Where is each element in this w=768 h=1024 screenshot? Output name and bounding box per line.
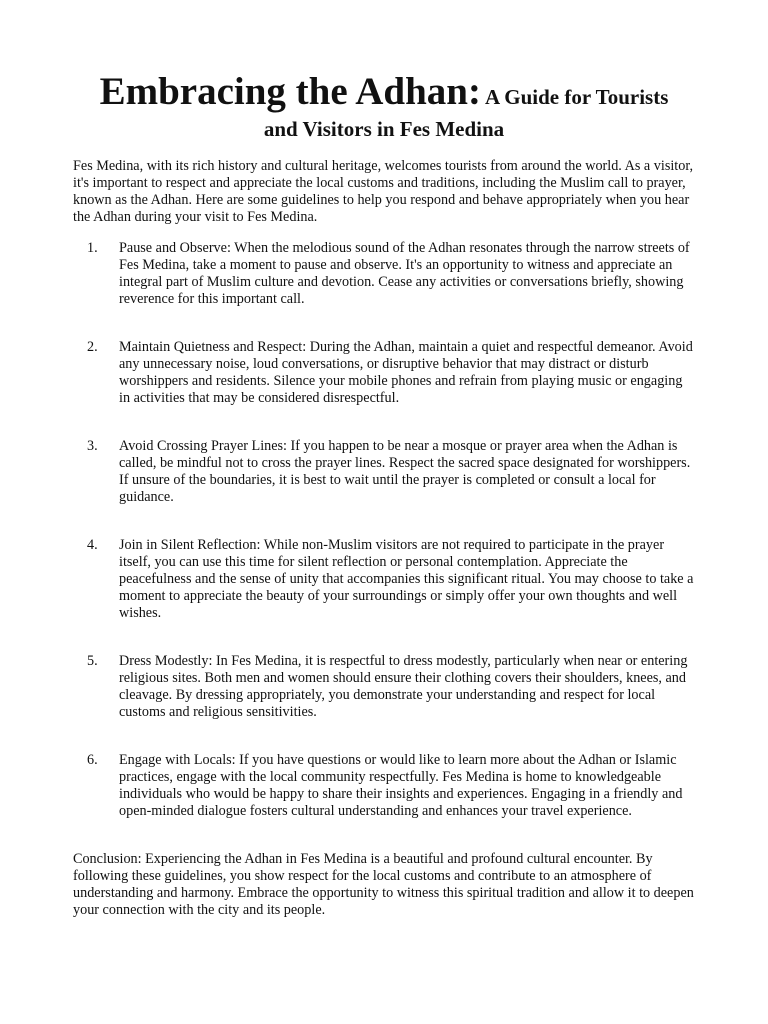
list-item: [73, 653, 695, 721]
intro-paragraph: Fes Medina, with its rich history and cultural heritage, welcomes tourists from around the world. As a visitor, it's important to respect and appreciate the local customs and traditions, including the Muslim call to prayer, known as the Adhan. Here are some guidelines to help you respond and behave appropriately when you hear the Adhan during your visit to Fes Medina.: [73, 158, 694, 225]
document-title: [73, 72, 695, 140]
list-item-text: Join in Silent Reflection: While non-Muslim visitors are not required to participate in the prayer itself, you can use this time for silent reflection or personal contemplation. Appreciate the peacefulness and the sense of unity that accompanies this significant ritual. You may choose to take a moment to appreciate the beauty of your surroundings or simply offer your own thoughts and well wishes.: [119, 537, 694, 622]
list-item-number: 2.: [87, 339, 98, 356]
list-item-text: Engage with Locals: If you have questions or would like to learn more about the Adhan or Islamic practices, engage with the local community respectfully. Fes Medina is home to knowledgeable individuals who would be happy to share their insights and experiences. Engaging in a friendly and open-minded dialogue fosters cultural understanding and enhances your travel experience.: [119, 752, 683, 820]
title-subtitle-part1: A Guide for Tourists: [484, 85, 669, 109]
list-item-text: Maintain Quietness and Respect: During the Adhan, maintain a quiet and respectful demeanor. Avoid any unnecessary noise, loud conversations, or disruptive behavior that may distract or disturb worshippers and residents. Silence your mobile phones and refrain from playing music or engaging in activities that may be considered disrespectful.: [119, 339, 693, 407]
title-subtitle-part2: and Visitors in Fes Medina: [263, 117, 505, 141]
list-item-text: Avoid Crossing Prayer Lines: If you happen to be near a mosque or prayer area when the Adhan is called, be mindful not to cross the prayer lines. Respect the sacred space designated for worshippers. If unsure of the boundaries, it is best to wait until the prayer is completed or consult a local for guidance.: [119, 438, 691, 506]
list-item: [73, 240, 695, 308]
list-item: [73, 438, 695, 506]
list-item-text: Pause and Observe: When the melodious sound of the Adhan resonates through the narrow streets of Fes Medina, take a moment to pause and observe. It's an opportunity to witness and appreciate an integral part of Muslim culture and devotion. Cease any activities or conversations briefly, showing reverence for this important call.: [119, 240, 690, 308]
list-item-number: 6.: [87, 752, 98, 769]
conclusion-paragraph: Conclusion: Experiencing the Adhan in Fes Medina is a beautiful and profound cultural encounter. By following these guidelines, you show respect for the local customs and contribute to an atmosphere of understanding and harmony. Embrace the opportunity to witness this spiritual tradition and allow it to deepen your connection with the city and its people.: [73, 851, 694, 919]
list-item-number: 5.: [87, 653, 98, 670]
document-page: [73, 0, 695, 933]
list-item-number: 3.: [87, 438, 98, 455]
list-item-text: Dress Modestly: In Fes Medina, it is respectful to dress modestly, particularly when near or entering religious sites. Both men and women should ensure their clothing covers their shoulders, knees, and cleavage. By dressing appropriately, you demonstrate your understanding and respect for local customs and religious sensitivities.: [119, 653, 688, 721]
title-main: Embracing the Adhan:: [99, 70, 481, 113]
list-item: [73, 537, 695, 622]
guidelines-list: [73, 240, 695, 820]
list-item-number: 4.: [87, 537, 98, 554]
list-item: [73, 339, 695, 407]
list-item: [73, 752, 695, 820]
list-item-number: 1.: [87, 240, 98, 257]
